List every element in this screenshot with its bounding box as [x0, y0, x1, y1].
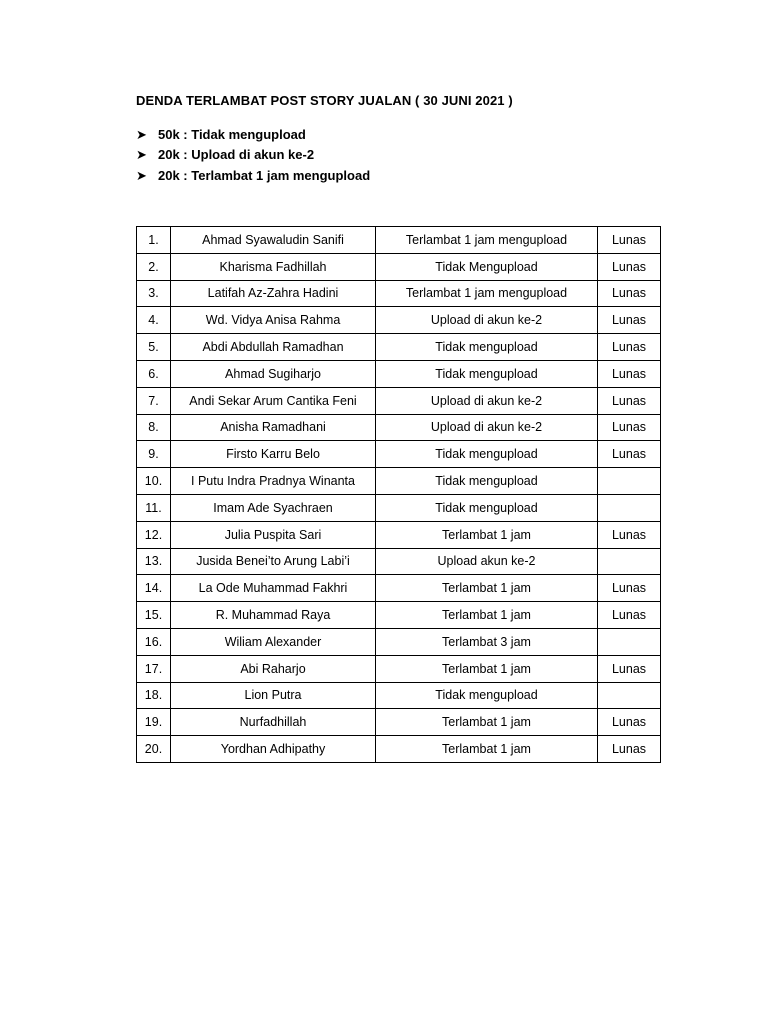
name-cell: Nurfadhillah — [171, 709, 376, 736]
violation-cell: Upload di akun ke-2 — [376, 414, 598, 441]
name-cell: Kharisma Fadhillah — [171, 253, 376, 280]
table-row — [137, 709, 661, 736]
row-number-cell: 10. — [137, 468, 171, 495]
row-number-cell: 5. — [137, 334, 171, 361]
name-cell: Imam Ade Syachraen — [171, 494, 376, 521]
name-cell: Abdi Abdullah Ramadhan — [171, 334, 376, 361]
row-number-cell: 14. — [137, 575, 171, 602]
table-row — [137, 602, 661, 629]
violation-cell: Terlambat 3 jam — [376, 628, 598, 655]
payment-status-cell: Lunas — [598, 575, 661, 602]
name-cell: Abi Raharjo — [171, 655, 376, 682]
violation-cell: Terlambat 1 jam — [376, 602, 598, 629]
row-number-cell: 3. — [137, 280, 171, 307]
arrow-bullet-icon: ➤ — [136, 167, 147, 183]
row-number-cell: 4. — [137, 307, 171, 334]
payment-status-cell: Lunas — [598, 655, 661, 682]
fines-table-body — [137, 227, 661, 763]
payment-status-cell: Lunas — [598, 307, 661, 334]
name-cell: Ahmad Sugiharjo — [171, 360, 376, 387]
row-number-cell: 2. — [137, 253, 171, 280]
row-number-cell: 20. — [137, 736, 171, 763]
violation-cell: Upload di akun ke-2 — [376, 307, 598, 334]
table-row — [137, 655, 661, 682]
table-row — [137, 736, 661, 763]
fine-rule-item — [136, 124, 370, 145]
name-cell: Yordhan Adhipathy — [171, 736, 376, 763]
payment-status-cell: Lunas — [598, 441, 661, 468]
table-row — [137, 548, 661, 575]
name-cell: Andi Sekar Arum Cantika Feni — [171, 387, 376, 414]
table-row — [137, 575, 661, 602]
violation-cell: Terlambat 1 jam — [376, 521, 598, 548]
violation-cell: Upload di akun ke-2 — [376, 387, 598, 414]
payment-status-cell — [598, 468, 661, 495]
table-row — [137, 414, 661, 441]
table-row — [137, 682, 661, 709]
payment-status-cell: Lunas — [598, 334, 661, 361]
name-cell: Latifah Az-Zahra Hadini — [171, 280, 376, 307]
name-cell: Lion Putra — [171, 682, 376, 709]
table-row — [137, 253, 661, 280]
table-row — [137, 387, 661, 414]
violation-cell: Terlambat 1 jam — [376, 736, 598, 763]
payment-status-cell — [598, 494, 661, 521]
name-cell: Ahmad Syawaludin Sanifi — [171, 227, 376, 254]
row-number-cell: 7. — [137, 387, 171, 414]
fine-rule-text: 20k : Terlambat 1 jam mengupload — [158, 167, 371, 183]
payment-status-cell: Lunas — [598, 387, 661, 414]
violation-cell: Terlambat 1 jam mengupload — [376, 227, 598, 254]
row-number-cell: 1. — [137, 227, 171, 254]
name-cell: Julia Puspita Sari — [171, 521, 376, 548]
row-number-cell: 9. — [137, 441, 171, 468]
row-number-cell: 19. — [137, 709, 171, 736]
payment-status-cell: Lunas — [598, 280, 661, 307]
name-cell: Wd. Vidya Anisa Rahma — [171, 307, 376, 334]
name-cell: I Putu Indra Pradnya Winanta — [171, 468, 376, 495]
payment-status-cell: Lunas — [598, 227, 661, 254]
fine-rule-text: 50k : Tidak mengupload — [158, 126, 306, 142]
table-row — [137, 280, 661, 307]
arrow-bullet-icon: ➤ — [136, 126, 147, 142]
row-number-cell: 18. — [137, 682, 171, 709]
violation-cell: Tidak mengupload — [376, 468, 598, 495]
violation-cell: Tidak mengupload — [376, 494, 598, 521]
violation-cell: Tidak mengupload — [376, 682, 598, 709]
name-cell: Wiliam Alexander — [171, 628, 376, 655]
payment-status-cell: Lunas — [598, 414, 661, 441]
table-row — [137, 468, 661, 495]
violation-cell: Tidak mengupload — [376, 441, 598, 468]
name-cell: R. Muhammad Raya — [171, 602, 376, 629]
violation-cell: Terlambat 1 jam — [376, 709, 598, 736]
payment-status-cell — [598, 628, 661, 655]
violation-cell: Upload akun ke-2 — [376, 548, 598, 575]
table-row — [137, 227, 661, 254]
name-cell: Jusida Benei’to Arung Labi’i — [171, 548, 376, 575]
table-row — [137, 334, 661, 361]
fine-rules-list — [136, 124, 370, 186]
table-row — [137, 494, 661, 521]
violation-cell: Terlambat 1 jam — [376, 575, 598, 602]
payment-status-cell: Lunas — [598, 521, 661, 548]
payment-status-cell — [598, 548, 661, 575]
row-number-cell: 12. — [137, 521, 171, 548]
name-cell: Anisha Ramadhani — [171, 414, 376, 441]
table-row — [137, 360, 661, 387]
row-number-cell: 15. — [137, 602, 171, 629]
fine-rule-text: 20k : Upload di akun ke-2 — [158, 147, 315, 163]
violation-cell: Tidak mengupload — [376, 360, 598, 387]
name-cell: Firsto Karru Belo — [171, 441, 376, 468]
fines-table — [136, 226, 661, 763]
row-number-cell: 11. — [137, 494, 171, 521]
table-row — [137, 628, 661, 655]
row-number-cell: 8. — [137, 414, 171, 441]
table-row — [137, 307, 661, 334]
payment-status-cell: Lunas — [598, 253, 661, 280]
name-cell: La Ode Muhammad Fakhri — [171, 575, 376, 602]
table-row — [137, 441, 661, 468]
table-row — [137, 521, 661, 548]
document-title: DENDA TERLAMBAT POST STORY JUALAN ( 30 JUNI 2021 ) — [136, 93, 513, 108]
payment-status-cell: Lunas — [598, 736, 661, 763]
violation-cell: Terlambat 1 jam mengupload — [376, 280, 598, 307]
arrow-bullet-icon: ➤ — [136, 147, 147, 163]
payment-status-cell — [598, 682, 661, 709]
row-number-cell: 16. — [137, 628, 171, 655]
payment-status-cell: Lunas — [598, 602, 661, 629]
fine-rule-item — [136, 165, 370, 186]
row-number-cell: 17. — [137, 655, 171, 682]
violation-cell: Terlambat 1 jam — [376, 655, 598, 682]
row-number-cell: 6. — [137, 360, 171, 387]
payment-status-cell: Lunas — [598, 709, 661, 736]
violation-cell: Tidak mengupload — [376, 334, 598, 361]
fine-rule-item — [136, 145, 370, 166]
payment-status-cell: Lunas — [598, 360, 661, 387]
violation-cell: Tidak Mengupload — [376, 253, 598, 280]
row-number-cell: 13. — [137, 548, 171, 575]
